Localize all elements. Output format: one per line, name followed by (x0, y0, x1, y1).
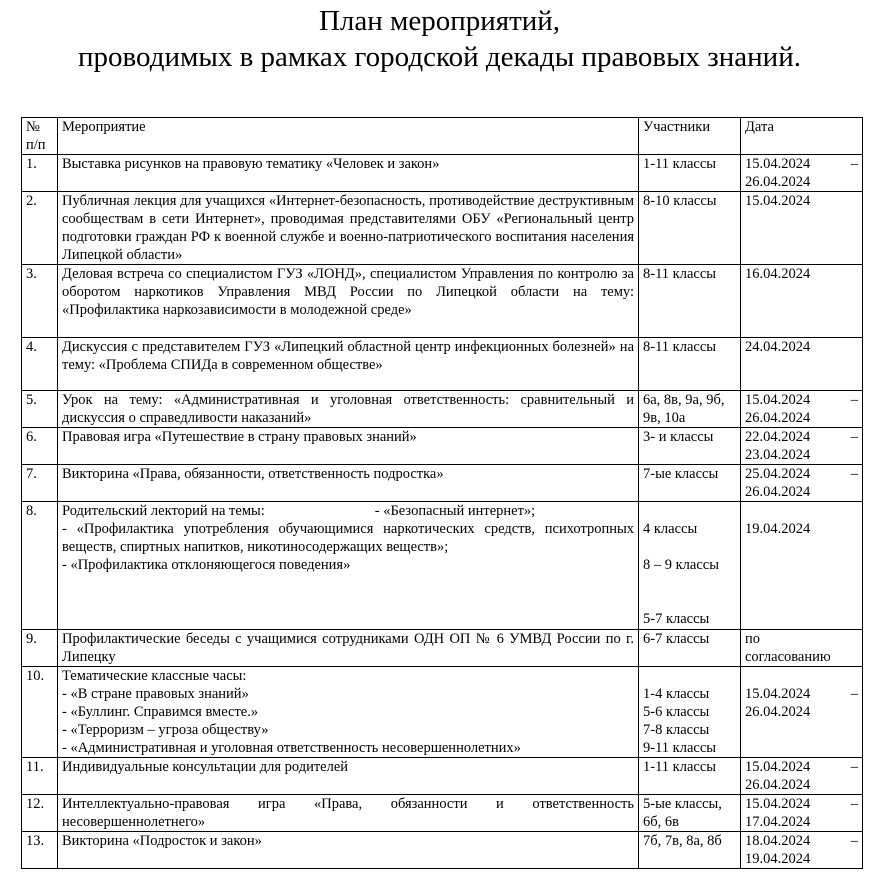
table-row (22, 155, 863, 192)
events-table (21, 117, 863, 869)
participants-item: 5-7 классы (643, 611, 710, 627)
page-title (0, 3, 879, 75)
row-participants: 8-10 классы (639, 192, 741, 265)
row-number: 6. (22, 428, 58, 465)
date-start: 15.04.2024 (745, 686, 811, 702)
date-start: 22.04.2024 (745, 429, 811, 445)
row-date (741, 502, 863, 630)
date-start: 15.04.2024 (745, 193, 811, 209)
table-row (22, 465, 863, 502)
row-event: Викторина «Подросток и закон» (58, 832, 639, 869)
table-row (22, 338, 863, 391)
table-row (22, 192, 863, 265)
row-event: Викторина «Права, обязанности, ответственность подростка» (58, 465, 639, 502)
date-dash: – (850, 686, 858, 702)
date-end: 23.04.2024 (745, 447, 811, 463)
date-end: 26.04.2024 (745, 484, 811, 500)
table-row (22, 758, 863, 795)
row-event: Деловая встреча со специалистом ГУЗ «ЛОНД», специалистом Управления по контролю за оборотом наркотиков Управления МВД России по Липецкой области на тему: «Профилактика наркозависимости в молодежной среде» (58, 265, 639, 338)
table-row (22, 832, 863, 869)
row-event: Выставка рисунков на правовую тематику «Человек и закон» (58, 155, 639, 192)
date-start: по (745, 631, 761, 647)
date-start: 15.04.2024 (745, 796, 811, 812)
participants-item: 9-11 классы (643, 740, 716, 756)
row-event: Интеллектуально-правовая игра «Права, обязанности и ответственность несовершеннолетнего» (58, 795, 639, 832)
participants-item: 7-8 классы (643, 722, 710, 738)
row-event: Профилактические беседы с учащимися сотрудниками ОДН ОП № 6 УМВД России по г. Липецку (58, 630, 639, 667)
event-item: - «Административная и уголовная ответственность несовершеннолетних» (62, 740, 521, 756)
row-number: 7. (22, 465, 58, 502)
row-date (741, 832, 863, 869)
date-end: 26.04.2024 (745, 704, 811, 720)
row-event: Индивидуальные консультации для родителей (58, 758, 639, 795)
header-date: Дата (741, 118, 863, 155)
row-participants: 6а, 8в, 9а, 9б, 9в, 10а (639, 391, 741, 428)
row-participants (639, 667, 741, 758)
date-start: 15.04.2024 (745, 392, 811, 408)
date-end: 17.04.2024 (745, 814, 811, 830)
date-dash: – (850, 796, 858, 812)
header-event: Мероприятие (58, 118, 639, 155)
date-dash: – (850, 833, 858, 849)
table-row (22, 391, 863, 428)
row-date (741, 391, 863, 428)
date-start: 15.04.2024 (745, 156, 811, 172)
title-line-2: проводимых в рамках городской декады правовых знаний. (78, 41, 801, 73)
row-participants: 8-11 классы (639, 265, 741, 338)
row-participants: 7-ые классы (639, 465, 741, 502)
row-number: 8. (22, 502, 58, 630)
participants-item: 1-4 классы (643, 686, 710, 702)
header-participants: Участники (639, 118, 741, 155)
row-participants: 6-7 классы (639, 630, 741, 667)
date-start: 24.04.2024 (745, 339, 811, 355)
date-start: 25.04.2024 (745, 466, 811, 482)
row-number: 2. (22, 192, 58, 265)
event-item: - «Терроризм – угроза обществу» (62, 722, 269, 738)
row-participants: 1-11 классы (639, 758, 741, 795)
row-event: Правовая игра «Путешествие в страну правовых знаний» (58, 428, 639, 465)
date-end: 19.04.2024 (745, 851, 811, 867)
date-dash: – (850, 429, 858, 445)
row-date (741, 795, 863, 832)
row-number: 12. (22, 795, 58, 832)
row-event (58, 667, 639, 758)
date-end: 26.04.2024 (745, 174, 811, 190)
row-number: 1. (22, 155, 58, 192)
table-row (22, 428, 863, 465)
event-item: - «Буллинг. Справимся вместе.» (62, 704, 259, 720)
date-dash: – (850, 466, 858, 482)
row-event: Дискуссия с представителем ГУЗ «Липецкий областной центр инфекционных болезней» на тему: «Проблема СПИДа в современном обществе» (58, 338, 639, 391)
row-date (741, 758, 863, 795)
row-number: 9. (22, 630, 58, 667)
date-end: 26.04.2024 (745, 410, 811, 426)
table-row (22, 502, 863, 630)
participants-item: 4 классы (643, 521, 698, 537)
table-header-row (22, 118, 863, 155)
row-date (741, 155, 863, 192)
row-participants: 8-11 классы (639, 338, 741, 391)
row-date (741, 192, 863, 265)
table-row (22, 630, 863, 667)
date-dash: – (850, 759, 858, 775)
row-date (741, 265, 863, 338)
event-item: - «В стране правовых знаний» (62, 686, 249, 702)
row-number: 3. (22, 265, 58, 338)
event-topic-1: - «Безопасный интернет»; (374, 503, 536, 519)
event-topic-3: - «Профилактика отклоняющегося поведения» (62, 557, 351, 573)
date-start: 15.04.2024 (745, 759, 811, 775)
row-participants: 3- и классы (639, 428, 741, 465)
row-participants (639, 502, 741, 630)
row-participants: 7б, 7в, 8а, 8б (639, 832, 741, 869)
date-start: 16.04.2024 (745, 266, 811, 282)
row-participants: 5-ые классы, 6б, 6в (639, 795, 741, 832)
date-end: согласованию (745, 649, 831, 665)
table-row (22, 667, 863, 758)
event-lead: Родительский лекторий на темы: (62, 503, 265, 519)
date-end: 26.04.2024 (745, 777, 811, 793)
date-dash: – (850, 392, 858, 408)
row-date (741, 428, 863, 465)
row-event (58, 502, 639, 630)
row-participants: 1-11 классы (639, 155, 741, 192)
row-date (741, 667, 863, 758)
date-start: 18.04.2024 (745, 833, 811, 849)
participants-item: 8 – 9 классы (643, 557, 719, 573)
event-topic-2: - «Профилактика употребления обучающимися наркотических средств, психотропных веществ, спиртных напитков, никотиносодержащих веществ»; (62, 521, 634, 555)
row-event: Публичная лекция для учащихся «Интернет-безопасность, противодействие деструктивным сообществам в сети Интернет», проводимая представителями ОБУ «Региональный центр подготовки граждан РФ к военной службе и военно-патриотического воспитания населения Липецкой области» (58, 192, 639, 265)
row-event: Урок на тему: «Административная и уголовная ответственность: сравнительный и дискуссия о справедливости наказаний» (58, 391, 639, 428)
header-num: № п/п (22, 118, 58, 155)
date-dash: – (850, 156, 858, 172)
row-number: 5. (22, 391, 58, 428)
date-start: 19.04.2024 (745, 521, 811, 537)
row-date (741, 338, 863, 391)
row-date (741, 465, 863, 502)
table-row (22, 265, 863, 338)
table-row (22, 795, 863, 832)
participants-item: 5-6 классы (643, 704, 710, 720)
event-lead: Тематические классные часы: (62, 668, 247, 684)
title-line-1: План мероприятий, (318, 5, 561, 37)
row-date (741, 630, 863, 667)
row-number: 4. (22, 338, 58, 391)
row-number: 10. (22, 667, 58, 758)
row-number: 13. (22, 832, 58, 869)
row-number: 11. (22, 758, 58, 795)
